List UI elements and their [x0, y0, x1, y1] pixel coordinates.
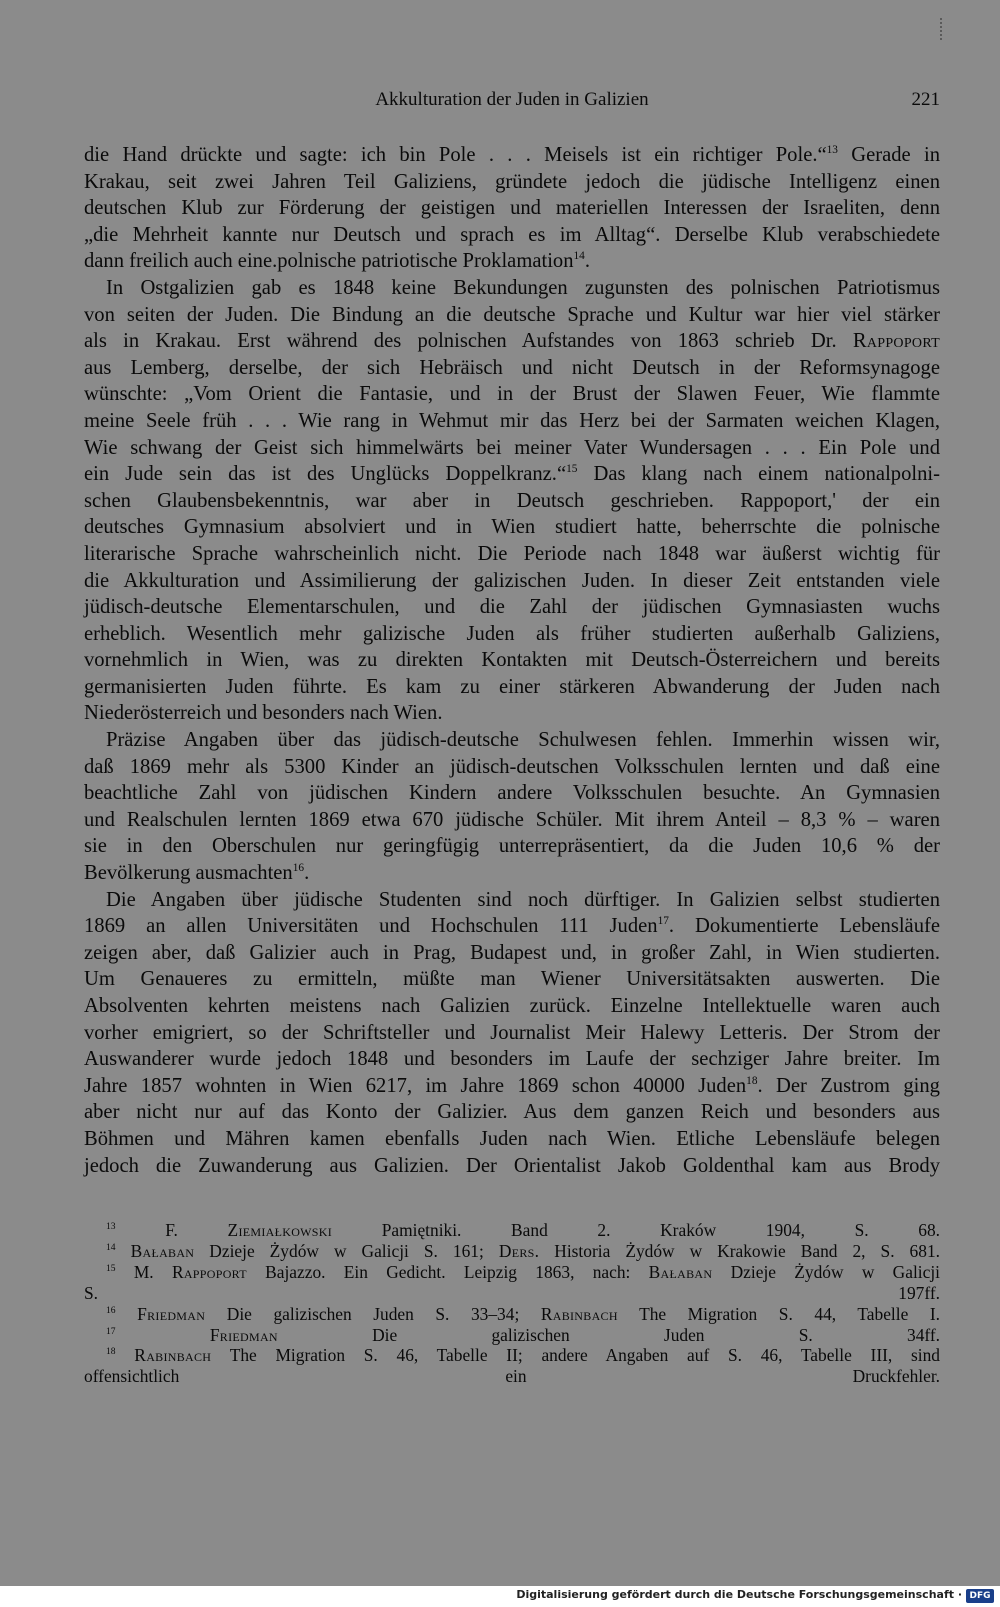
text-run: Die galizischen Juden S. 34ff. — [277, 1324, 941, 1345]
text-run: Dzieje Żydów w Galicji S. 161; — [194, 1240, 499, 1261]
footnote-number: 17 — [106, 1325, 116, 1337]
text-line: und Realschulen lernten 1869 etwa 670 jüdische Schüler. Mit ihrem Anteil – 8,3 % – waren — [84, 808, 940, 831]
footnote-ref-14: 14 — [573, 250, 585, 263]
footnote-number: 18 — [106, 1346, 116, 1358]
text-run: . — [584, 250, 590, 273]
footnote-17 — [84, 1325, 940, 1346]
text-run: . Der Zustrom ging — [757, 1074, 940, 1097]
text-line: Wie schwang der Geist sich himmelwärts bei meiner Vater Wundersagen . . . Ein Pole und — [84, 436, 940, 459]
text-line: jedoch die Zuwanderung aus Galizien. Der Orientalist Jakob Goldenthal kam aus Brody — [84, 1154, 940, 1177]
text-line — [84, 1073, 940, 1100]
text-run: M. — [133, 1261, 172, 1282]
text-line: Absolventen kehrten meistens nach Galizien zurück. Einzelne Intellektuelle waren auch — [84, 995, 940, 1017]
scan-corner-mark — [940, 18, 944, 40]
footnote-15-continued: S. 197ff. — [84, 1282, 940, 1303]
funding-credit: Digitalisierung gefördert durch die Deutsche Forschungsgemeinschaft · — [516, 1588, 962, 1601]
text-line: meine Seele früh . . . Wie rang in Wehmut mir das Herz bei der Sarmaten weichen Klagen, — [84, 409, 940, 432]
footnote-number: 13 — [106, 1221, 116, 1233]
text-line: jüdisch-deutsche Elementarschulen, und die Zahl der jüdischen Gymnasiasten wuchs — [84, 596, 940, 619]
text-run: Jahre 1857 wohnten in Wien 6217, im Jahre 1869 schon 40000 Juden — [84, 1074, 747, 1097]
text-line: sie in den Oberschulen nur geringfügig unterrepräsentiert, da die Juden 10,6 % der — [84, 835, 940, 858]
text-line: beachtliche Zahl von jüdischen Kindern andere Volksschulen besuchte. An Gymnasien — [84, 782, 940, 805]
text-run: Historia Żydów w Krakowie Band 2, S. 681. — [539, 1240, 940, 1261]
text-line — [84, 142, 940, 169]
text-line: vornehmlich in Wien, was zu direkten Kontakten mit Deutsch-Österreichern und bereits — [84, 649, 940, 672]
text-line — [84, 328, 940, 355]
footnote-ref-15: 15 — [566, 463, 578, 476]
text-line: Niederösterreich und besonders nach Wien. — [84, 702, 443, 725]
text-run: ein Jude sein das ist des Unglücks Doppelkranz.“ — [84, 463, 567, 486]
body-text — [84, 142, 940, 1179]
text-run: The Migration S. 44, Tabelle I. — [617, 1303, 940, 1324]
footnote-ref-16: 16 — [292, 862, 305, 875]
author-name: Bałaban — [648, 1261, 713, 1282]
text-line: erheblich. Wesentlich mehr galizische Juden als früher studierten außerhalb Galiziens, — [84, 622, 940, 645]
footnote-number: 16 — [106, 1304, 116, 1316]
author-name: Friedman — [137, 1303, 206, 1324]
text-line: von seiten der Juden. Die Bindung an die deutsche Sprache und Kultur war hier viel stärker — [84, 303, 940, 326]
text-run: F. — [165, 1220, 228, 1240]
text-line: germanisierten Juden führte. Es kam zu einer stärkeren Abwanderung der Juden nach — [84, 675, 940, 698]
text-line: Auswanderer wurde jedoch 1848 und besonders im Laufe der sechziger Jahre breiter. Im — [84, 1048, 940, 1071]
page-number: 221 — [911, 89, 940, 110]
dfg-logo-icon: DFG — [966, 1589, 994, 1603]
text-line: daß 1869 mehr als 5300 Kinder an jüdisch-deutschen Volksschulen lernten und daß eine — [84, 755, 940, 778]
author-name: Friedman — [209, 1324, 278, 1345]
text-run: . Dokumentierte Lebensläufe — [668, 915, 940, 938]
footnote-13 — [84, 1220, 940, 1241]
text-run: Bajazzo. Ein Gedicht. Leipzig 1863, nach: — [246, 1261, 649, 1282]
running-head: Akkulturation der Juden in Galizien — [375, 89, 649, 110]
footnote-18 — [84, 1345, 940, 1366]
text-line: Böhmen und Mähren kamen ebenfalls Juden nach Wien. Etliche Lebensläufe belegen — [84, 1127, 940, 1150]
text-line: schen Glaubensbekenntnis, war aber in Deutsch geschrieben. Rappoport,' der ein — [84, 489, 940, 512]
text-line: Krakau, seit zwei Jahren Teil Galiziens, gründete jedoch die jüdische Intelligenz einen — [84, 170, 940, 193]
footnote-ref-17: 17 — [657, 915, 669, 928]
footnotes — [84, 1220, 940, 1387]
text-line: deutschen Klub zur Förderung der geistigen und materiellen Interessen der Israeliten, denn — [84, 197, 940, 220]
page-header — [84, 86, 940, 114]
footnote-number: 15 — [106, 1263, 116, 1275]
text-line: literarische Sprache wahrscheinlich nicht. Die Periode nach 1848 war äußerst wichtig für — [84, 542, 940, 565]
text-line — [84, 461, 940, 488]
footnote-15 — [84, 1262, 940, 1283]
text-run: Pamiętniki. Band 2. Kraków 1904, S. 68. — [332, 1220, 941, 1240]
text-line: Die Angaben über jüdische Studenten sind noch dürftiger. In Galizien selbst studierten — [106, 888, 940, 911]
footnote-14 — [84, 1241, 940, 1262]
text-line: zeigen aber, daß Galizier auch in Prag, Budapest und, in großer Zahl, in Wien studierten. — [84, 941, 940, 964]
text-line: Präzise Angaben über das jüdisch-deutsche Schulwesen fehlen. Immerhin wissen wir, — [106, 729, 940, 752]
text-line: „die Mehrheit kannte nur Deutsch und sprach es im Alltag“. Derselbe Klub verabschiedete — [84, 223, 940, 246]
paragraph-4 — [84, 887, 940, 1180]
paragraph-2 — [84, 275, 940, 727]
text-run: die Hand drückte und sagte: ich bin Pole . . . Meisels ist ein richtiger Pole.“ — [84, 144, 827, 166]
footnote-18-continued: offensichtlich ein Druckfehler. — [84, 1366, 940, 1387]
footnote-ref-18: 18 — [746, 1074, 758, 1087]
author-name: Ziemiałkowski — [227, 1220, 333, 1240]
author-name: Ders. — [498, 1240, 540, 1261]
text-run: Das klang nach einem nationalpolni- — [577, 463, 940, 486]
paragraph-3 — [84, 727, 940, 887]
text-run: The Migration S. 46, Tabelle II; andere Angaben auf S. 46, Tabelle III, sind — [211, 1345, 940, 1366]
text-line: Um Genaueres zu ermitteln, müßte man Wiener Universitätsakten auswerten. Die — [84, 968, 940, 991]
text-run: 1869 an allen Universitäten und Hochschulen 111 Juden — [84, 915, 658, 938]
text-line: wünschte: „Vom Orient die Fantasie, und in der Brust der Slawen Feuer, Wie flammte — [84, 383, 940, 406]
footer-bar — [0, 1586, 1000, 1607]
text-line — [84, 860, 940, 887]
text-run: Die galizischen Juden S. 33–34; — [205, 1303, 541, 1324]
author-name: Rappoport — [852, 330, 940, 353]
text-run: Dzieje Żydów w Galicji — [712, 1261, 940, 1282]
text-line: In Ostgalizien gab es 1848 keine Bekundungen zugunsten des polnischen Patriotismus — [106, 276, 940, 299]
text-line — [84, 913, 940, 940]
paragraph-1 — [84, 142, 940, 275]
text-run: dann freilich auch eine.polnische patriotische Proklamation — [84, 250, 574, 273]
author-name: Rabinbach — [134, 1345, 212, 1366]
footnote-ref-13: 13 — [826, 144, 838, 157]
text-run: Gerade in — [837, 144, 940, 166]
text-line: vorher emigriert, so der Schriftsteller und Journalist Meir Halewy Letteris. Der Strom der — [84, 1021, 940, 1044]
author-name: Bałaban — [130, 1240, 195, 1261]
text-line — [84, 248, 940, 275]
author-name: Rabinbach — [540, 1303, 618, 1324]
author-name: Rappoport — [171, 1261, 247, 1282]
text-line: aber nicht nur auf das Konto der Galizier. Aus dem ganzen Reich und besonders aus — [84, 1101, 940, 1124]
footnote-number: 14 — [106, 1242, 116, 1254]
text-run: . — [304, 862, 310, 885]
text-line: aus Lemberg, derselbe, der sich Hebräisch und nicht Deutsch in der Reformsynagoge — [84, 356, 940, 379]
text-line: deutsches Gymnasium absolviert und in Wien studiert hatte, beherrschte die polnische — [84, 516, 940, 539]
footnote-16 — [84, 1304, 940, 1325]
text-run: Bevölkerung ausmachten — [84, 862, 293, 885]
text-line: die Akkulturation und Assimilierung der galizischen Juden. In dieser Zeit entstanden viele — [84, 569, 940, 592]
text-run: als in Krakau. Erst während des polnischen Aufstandes von 1863 schrieb Dr. — [84, 330, 853, 353]
